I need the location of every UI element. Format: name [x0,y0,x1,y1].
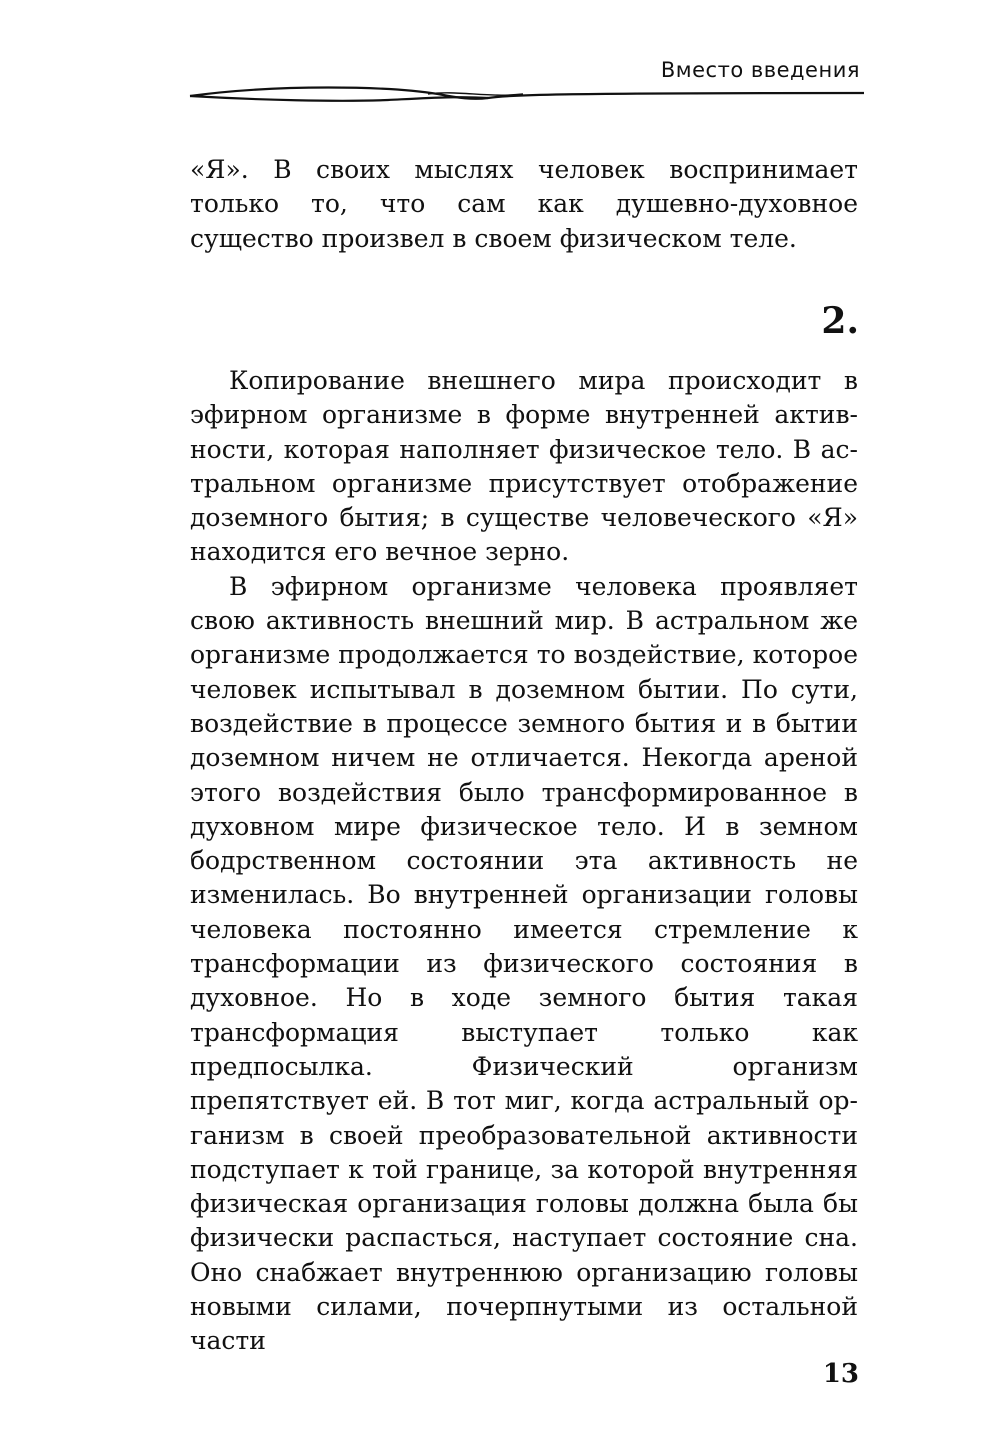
rule-upper-stroke [190,88,864,99]
continuation-text-block [190,153,858,256]
continuation-paragraph: «Я». В своих мыслях человек воспринимает только то, что сам как душевно-духовное существо произвел в своем физическом теле. [190,155,858,253]
header-ornamental-rule [188,84,864,108]
running-head-title: Вместо введения [660,58,860,82]
section-number: 2. [821,300,859,342]
paragraph: Копирование внешнего мира происходит в эфирном организме в форме внутренней активности, которая наполняет физическое тело. В астральном организме присутствует отображение доземного бытия; в существе человеческого «Я» находится его вечное зерно. [190,366,858,567]
rule-lower-stroke [190,96,488,101]
page-number: 13 [822,1359,859,1389]
paragraph: В эфирном организме человека проявляет свою активность внешний мир. В астральном же организме продолжается то воздействие, которое человек испытывал в доземном бытии. По сути, воздействие в процессе земного бытия и в бытии доземном ничем не отличается. Некогда ареной этого воздействия было трансформированное в духовном мире физическое тело. И в земном бодрственном состоянии эта активность не изменилась. Во внутренней организации головы человека постоянно имеется стремление к трансформации из физического состояния в духовное. Но в ходе земного бытия такая трансформация выступает только как предпосылка. Физический организм препятствует ей. В тот миг, когда астральный организм в своей преобразовательной активности подступает к той границе, за которой внутренняя физическая организация головы должна была бы физически распасться, наступает состояние сна. Оно снабжает внутреннюю организацию головы новыми силами, почерпнутыми из остальной части [190,571,858,1356]
section-text-block [190,364,858,1359]
